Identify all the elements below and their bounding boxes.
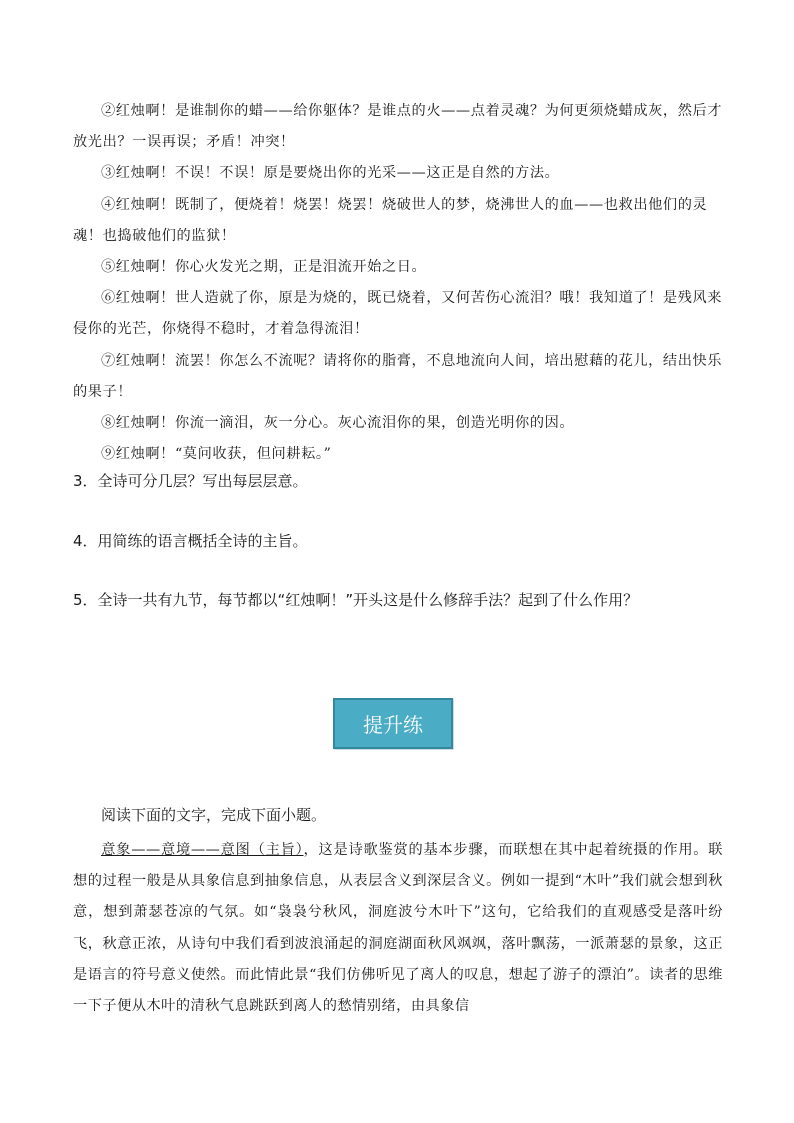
- question-4: [73, 530, 733, 551]
- poem-stanza-9: ⑨红烛啊！“莫问收获，但问耕耘。”: [101, 446, 332, 463]
- question-text: 全诗可分几层？写出每层层意。: [97, 472, 308, 490]
- question-text: 全诗一共有九节，每节都以“红烛啊！”开头这是什么修辞手法？起到了什么作用？: [97, 591, 639, 609]
- question-number: 4．: [73, 532, 98, 550]
- question-text: 用简练的语言概括全诗的主旨。: [97, 532, 308, 550]
- poem-stanza-8: ⑧红烛啊！你流一滴泪，灰一分心。灰心流泪你的果，创造光明你的因。: [101, 415, 575, 432]
- question-5: [73, 589, 733, 610]
- question-3: [73, 470, 733, 491]
- reading-passage: [73, 835, 723, 1022]
- poem-stanza-5: ⑤红烛啊！你心火发光之期，正是泪流开始之日。: [101, 259, 427, 276]
- section-badge-tishenglian: 提升练: [333, 698, 453, 749]
- poem-stanza-2: ②红烛啊！是谁制你的蜡——给你躯体？是谁点的火——点着灵魂？为何更须烧蜡成灰，然后才放光出？一误再误；矛盾！冲突！: [73, 103, 723, 151]
- poem-stanza-4: ④红烛啊！既制了，便烧着！烧罢！烧罢！烧破世人的梦，烧沸世人的血——也救出他们的灵魂！也捣破他们的监狱！: [73, 196, 708, 244]
- question-number: 3．: [73, 472, 98, 490]
- poem-stanzas: [73, 96, 733, 470]
- passage-body: ，这是诗歌鉴赏的基本步骤，而联想在其中起着统摄的作用。联想的过程一般是从具象信息到抽象信息，从表层含义到深层含义。例如一提到“木叶”我们就会想到秋意，想到萧瑟苍凉的气氛。如“袅袅兮秋风，洞庭波兮木叶下”这句，它给我们的直观感受是落叶纷飞，秋意正浓，从诗句中我们看到波浪涌起的洞庭湖面秋风飒飒，落叶飘荡，一派萧瑟的景象，这正是语言的符号意义使然。而此情此景“我们仿佛听见了离人的叹息，想起了游子的漂泊”。读者的思维一下子便从木叶的清秋气息跳跃到离人的愁情别绪，由具象信: [73, 842, 723, 1015]
- poem-stanza-6: ⑥红烛啊！世人造就了你，原是为烧的，既已烧着，又何苦伤心流泪？哦！我知道了！是残风来侵你的光芒，你烧得不稳时，才着急得流泪！: [73, 290, 723, 338]
- passage-lead-underlined: 意象——意境——意图（主旨）: [101, 842, 304, 858]
- reading-instruction: 阅读下面的文字，完成下面小题。: [101, 806, 327, 824]
- question-number: 5．: [73, 591, 98, 609]
- poem-stanza-7: ⑦红烛啊！流罢！你怎么不流呢？请将你的脂膏，不息地流向人间，培出慰藉的花儿，结出快乐的果子！: [73, 352, 723, 400]
- poem-stanza-3: ③红烛啊！不误！不误！原是要烧出你的光采——这正是自然的方法。: [101, 165, 560, 182]
